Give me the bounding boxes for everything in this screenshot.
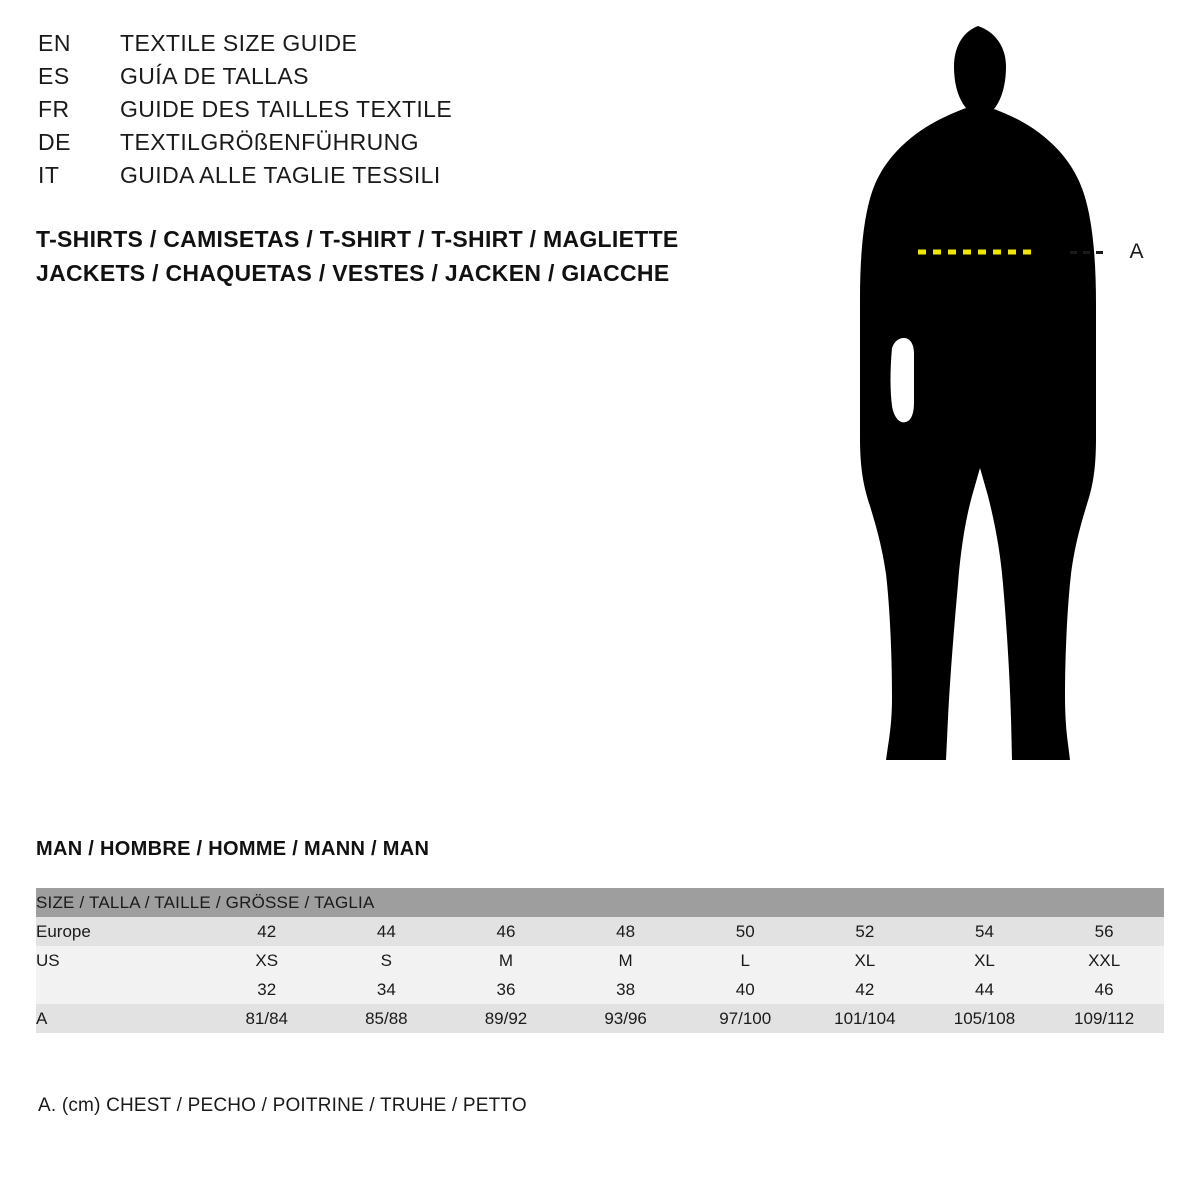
language-code: ES (38, 63, 70, 89)
cell-value: XL (805, 946, 925, 975)
language-code: DE (38, 129, 71, 155)
cell-value: 38 (566, 975, 686, 1004)
arm-gap (891, 338, 915, 422)
cell-value: 89/92 (446, 1004, 566, 1033)
row-label: US (36, 946, 207, 975)
hand-detail (1102, 414, 1114, 448)
table-row (36, 917, 1164, 946)
table-row (36, 946, 1164, 975)
language-row (38, 96, 758, 129)
table-header-label: SIZE / TALLA / TAILLE / GRÖSSE / TAGLIA (36, 888, 1164, 917)
cell-value: 42 (207, 917, 327, 946)
row-label (36, 975, 207, 1004)
category-list (36, 222, 796, 290)
cell-value: 50 (685, 917, 805, 946)
language-list (38, 30, 758, 195)
cell-value: M (446, 946, 566, 975)
category-tshirts: T-SHIRTS / CAMISETAS / T-SHIRT / T-SHIRT / MAGLIETTE (36, 226, 679, 252)
cell-value: 42 (805, 975, 925, 1004)
language-text: GUIDA ALLE TAGLIE TESSILI (120, 162, 441, 188)
cell-value: 40 (685, 975, 805, 1004)
language-text: GUÍA DE TALLAS (120, 63, 309, 89)
language-row (38, 30, 758, 63)
table-row (36, 1004, 1164, 1033)
callout-label-a: A (1129, 240, 1144, 263)
table-row (36, 975, 1164, 1004)
language-code: EN (38, 30, 71, 56)
language-text: TEXTILGRÖßENFÜHRUNG (120, 129, 419, 155)
row-label: A (36, 1004, 207, 1033)
callout-dash-line (1070, 251, 1108, 254)
cell-value: S (327, 946, 447, 975)
cell-value: 48 (566, 917, 686, 946)
language-text: GUIDE DES TAILLES TEXTILE (120, 96, 453, 122)
size-table (36, 888, 1164, 1033)
cell-value: 101/104 (805, 1004, 925, 1033)
cell-value: 46 (446, 917, 566, 946)
cell-value: 93/96 (566, 1004, 686, 1033)
footnote-chest: A. (cm) CHEST / PECHO / POITRINE / TRUHE / PETTO (38, 1095, 527, 1116)
cell-value: 32 (207, 975, 327, 1004)
cell-value: 44 (925, 975, 1045, 1004)
table-header-row (36, 888, 1164, 917)
cell-value: L (685, 946, 805, 975)
cell-value: 109/112 (1044, 1004, 1164, 1033)
cell-value: 56 (1044, 917, 1164, 946)
language-code: FR (38, 96, 70, 122)
cell-value: M (566, 946, 686, 975)
language-row (38, 129, 758, 162)
cell-value: XXL (1044, 946, 1164, 975)
cell-value: 34 (327, 975, 447, 1004)
language-row (38, 63, 758, 96)
row-label: Europe (36, 917, 207, 946)
cell-value: XL (925, 946, 1045, 975)
cell-value: 54 (925, 917, 1045, 946)
language-row (38, 162, 758, 195)
cell-value: 81/84 (207, 1004, 327, 1033)
cell-value: 97/100 (685, 1004, 805, 1033)
cell-value: 44 (327, 917, 447, 946)
language-code: IT (38, 162, 60, 188)
language-text: TEXTILE SIZE GUIDE (120, 30, 358, 56)
body-figure (830, 18, 1170, 788)
cell-value: 46 (1044, 975, 1164, 1004)
cell-value: XS (207, 946, 327, 975)
cell-value: 36 (446, 975, 566, 1004)
section-title-man: MAN / HOMBRE / HOMME / MANN / MAN (36, 838, 430, 860)
cell-value: 105/108 (925, 1004, 1045, 1033)
category-jackets: JACKETS / CHAQUETAS / VESTES / JACKEN / GIACCHE (36, 260, 670, 286)
cell-value: 52 (805, 917, 925, 946)
cell-value: 85/88 (327, 1004, 447, 1033)
